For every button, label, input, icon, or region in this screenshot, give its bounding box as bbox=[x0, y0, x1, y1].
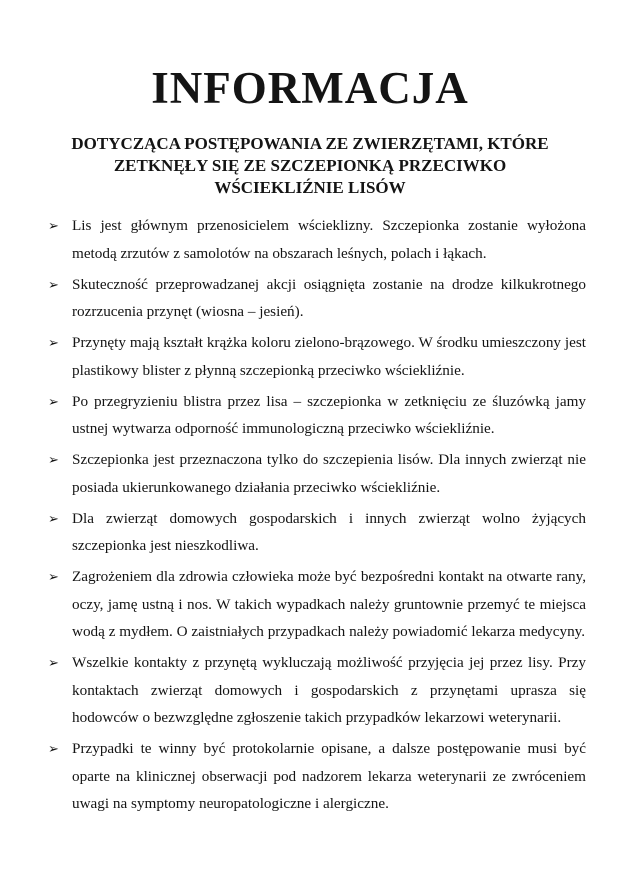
arrowhead-bullet-icon: ➢ bbox=[48, 741, 59, 756]
arrowhead-bullet-icon: ➢ bbox=[48, 218, 59, 233]
list-item-text: Lis jest głównym przenosicielem wścieklizny. Szczepionka zostanie wyłożona metodą zrzutów z samolotów na obszarach leśnych, polach i łąkach. bbox=[72, 217, 586, 262]
list-item bbox=[46, 388, 586, 443]
list-item bbox=[46, 735, 586, 818]
list-item bbox=[46, 271, 586, 326]
list-item bbox=[46, 563, 586, 646]
list-item-text: Skuteczność przeprowadzanej akcji osiągnięta zostanie na drodze kilkukrotnego rozrzucenia przynęt (wiosna – jesień). bbox=[72, 275, 586, 320]
subtitle-line: DOTYCZĄCA POSTĘPOWANIA ZE ZWIERZĘTAMI, KTÓRE bbox=[71, 134, 549, 153]
list-item-text: Dla zwierząt domowych gospodarskich i innych zwierząt wolno żyjących szczepionka jest nieszkodliwa. bbox=[72, 509, 586, 554]
list-item-text: Zagrożeniem dla zdrowia człowieka może być bezpośredni kontakt na otwarte rany, oczy, jamę ustną i nos. W takich wypadkach należy gruntownie przemyć te miejsca wodą z mydłem. O zaistniałych przypadkach należy powiadomić lekarza medycyny. bbox=[72, 568, 586, 640]
list-item bbox=[46, 649, 586, 732]
arrowhead-bullet-icon: ➢ bbox=[48, 393, 59, 409]
list-item-text: Przypadki te winny być protokolarnie opisane, a dalsze postępowanie musi być oparte na klinicznej obserwacji pod nadzorem lekarza weterynarii ze zwróceniem uwagi na symptomy neuropatologiczne i alergiczne. bbox=[72, 740, 586, 812]
information-list bbox=[46, 212, 586, 821]
subtitle-line: ZETKNĘŁY SIĘ ZE SZCZEPIONKĄ PRZECIWKO bbox=[113, 156, 507, 175]
list-item bbox=[46, 505, 586, 560]
page-title: INFORMACJA bbox=[151, 63, 469, 113]
list-item-text: Przynęty mają kształt krążka koloru zielono-brązowego. W środku umieszczony jest plastikowy blister z płynną szczepionką przeciwko wściekliźnie. bbox=[72, 334, 586, 379]
list-item bbox=[46, 212, 586, 267]
arrowhead-bullet-icon: ➢ bbox=[48, 569, 59, 584]
list-item bbox=[46, 329, 586, 384]
arrowhead-bullet-icon: ➢ bbox=[48, 452, 59, 467]
list-item-text: Po przegryzieniu blistra przez lisa – szczepionka w zetknięciu ze śluzówką jamy ustnej wytwarza odporność immunologiczną przeciwko wściekliźnie. bbox=[72, 392, 586, 437]
arrowhead-bullet-icon: ➢ bbox=[48, 335, 59, 350]
list-item-text: Szczepionka jest przeznaczona tylko do szczepienia lisów. Dla innych zwierząt nie posiada ukierunkowanego działania przeciwko wściekliźnie. bbox=[72, 451, 586, 496]
list-item bbox=[46, 446, 586, 501]
arrowhead-bullet-icon: ➢ bbox=[48, 510, 59, 526]
page-subtitle bbox=[40, 133, 580, 199]
list-item-text: Wszelkie kontakty z przynętą wykluczają możliwość przyjęcia jej przez lisy. Przy kontaktach zwierząt domowych i gospodarskich z przynętami uprasza się hodowców o bezwzględne zgłoszenie takich przypadków lekarzowi weterynarii. bbox=[72, 654, 586, 726]
arrowhead-bullet-icon: ➢ bbox=[48, 655, 59, 670]
arrowhead-bullet-icon: ➢ bbox=[48, 276, 59, 292]
subtitle-line: WŚCIEKLIŹNIE LISÓW bbox=[214, 178, 406, 197]
